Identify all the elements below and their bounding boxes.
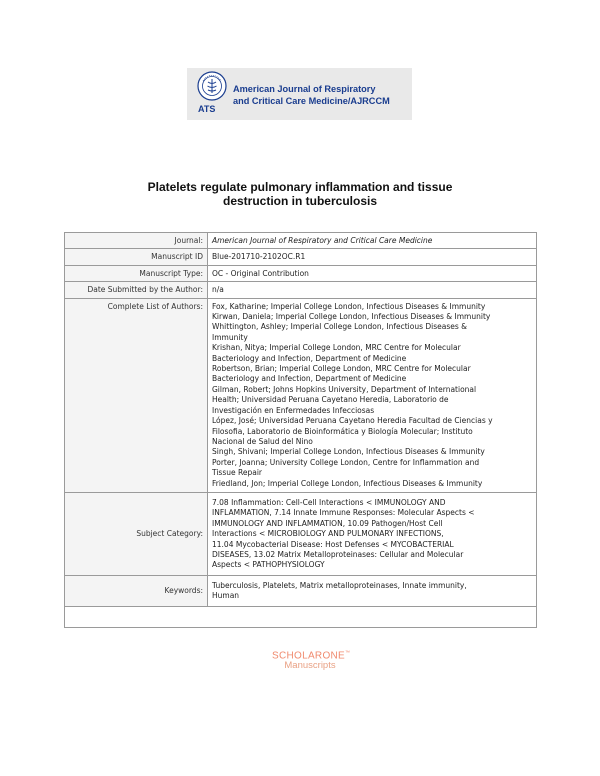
keywords-value xyxy=(208,575,537,606)
journal-value: American Journal of Respiratory and Critical Care Medicine xyxy=(208,233,537,249)
journal-banner-line-2: and Critical Care Medicine/AJRCCM xyxy=(233,96,390,106)
ats-seal-logo xyxy=(197,71,227,101)
author-line: Porter, Joanna; University College London, Centre for Inflammation and xyxy=(212,457,480,467)
date-submitted-row xyxy=(65,282,537,298)
author-line: Investigación en Enfermedades Infecciosas xyxy=(212,405,375,415)
author-line: Singh, Shivani; Imperial College London, Infectious Diseases & Immunity xyxy=(212,447,485,457)
scholarone-brand-text: SCHOLARONE xyxy=(272,650,346,662)
paper-title-line-2: destruction in tuberculosis xyxy=(222,194,378,208)
author-line: Health; Universidad Peruana Cayetano Heredia, Laboratorio de xyxy=(212,395,449,405)
author-line: Tissue Repair xyxy=(212,468,263,478)
subject-category-value xyxy=(208,492,537,575)
trademark-mark: ™ xyxy=(345,650,351,656)
manuscript-id-label: Manuscript ID xyxy=(65,249,208,265)
manuscript-id-value: Blue-201710-2102OC.R1 xyxy=(208,249,537,265)
manuscript-id-row xyxy=(65,249,537,265)
keyword-line: Tuberculosis, Platelets, Matrix metalloproteinases, Innate immunity, xyxy=(212,580,467,590)
subject-category-label: Subject Category: xyxy=(65,492,208,575)
journal-banner-line-1: American Journal of Respiratory xyxy=(233,84,376,94)
authors-row xyxy=(65,298,537,492)
paper-title xyxy=(0,180,600,208)
author-line: Nacional de Salud del Nino xyxy=(212,436,313,446)
author-line: Robertson, Brian; Imperial College London, MRC Centre for Molecular xyxy=(212,364,471,374)
author-line: Fox, Katharine; Imperial College London, Infectious Diseases & Immunity xyxy=(212,301,486,311)
journal-banner xyxy=(187,68,412,120)
subject-line: DISEASES, 13.02 Matrix Metalloproteinases: Cellular and Molecular xyxy=(212,549,464,559)
authors-label: Complete List of Authors: xyxy=(65,298,208,492)
ats-logo-text: ATS xyxy=(198,104,216,114)
manuscript-type-value: OC - Original Contribution xyxy=(208,265,537,281)
date-submitted-label: Date Submitted by the Author: xyxy=(65,282,208,298)
manuscript-type-row xyxy=(65,265,537,281)
subject-line: 11.04 Mycobacterial Disease: Host Defenses < MYCOBACTERIAL xyxy=(212,539,454,549)
scholarone-logo xyxy=(272,650,351,672)
manuscript-type-label: Manuscript Type: xyxy=(65,265,208,281)
author-line: López, José; Universidad Peruana Cayetano Heredia Facultad de Ciencias y xyxy=(212,416,493,426)
author-line: Kirwan, Daniela; Imperial College London, Infectious Diseases & Immunity xyxy=(212,312,491,322)
keywords-label: Keywords: xyxy=(65,575,208,606)
author-line: Krishan, Nitya; Imperial College London, MRC Centre for Molecular xyxy=(212,343,461,353)
author-line: Friedland, Jon; Imperial College London, Infectious Diseases & Immunity xyxy=(212,478,483,488)
keywords-row xyxy=(65,575,537,606)
author-line: Immunity xyxy=(212,332,248,342)
author-line: Filosofia, Laboratorio de Bioinformática y Biología Molecular; Instituto xyxy=(212,426,473,436)
keyword-line: Human xyxy=(212,591,240,601)
manuscript-metadata-table xyxy=(64,232,537,628)
journal-row xyxy=(65,233,537,249)
author-line: Bacteriology and Infection, Department of Medicine xyxy=(212,374,407,384)
subject-line: Interactions < MICROBIOLOGY AND PULMONARY INFECTIONS, xyxy=(212,529,444,539)
journal-banner-title xyxy=(233,83,390,107)
journal-label: Journal: xyxy=(65,233,208,249)
empty-cell xyxy=(65,606,537,627)
subject-line: INFLAMMATION, 7.14 Innate Immune Responses: Molecular Aspects < xyxy=(212,508,475,518)
empty-row xyxy=(65,606,537,627)
paper-title-line-1: Platelets regulate pulmonary inflammation and tissue xyxy=(147,180,453,194)
date-submitted-value: n/a xyxy=(208,282,537,298)
author-line: Bacteriology and Infection, Department of Medicine xyxy=(212,353,407,363)
subject-line: 7.08 Inflammation: Cell-Cell Interactions < IMMUNOLOGY AND xyxy=(212,497,446,507)
author-line: Whittington, Ashley; Imperial College London, Infectious Diseases & xyxy=(212,322,468,332)
subject-line: Aspects < PATHOPHYSIOLOGY xyxy=(212,560,325,570)
author-line: Gilman, Robert; Johns Hopkins University, Department of International xyxy=(212,384,477,394)
scholarone-product: Manuscripts xyxy=(284,660,336,672)
subject-line: IMMUNOLOGY AND INFLAMMATION, 10.09 Pathogen/Host Cell xyxy=(212,518,443,528)
subject-category-row xyxy=(65,492,537,575)
authors-value xyxy=(208,298,537,492)
